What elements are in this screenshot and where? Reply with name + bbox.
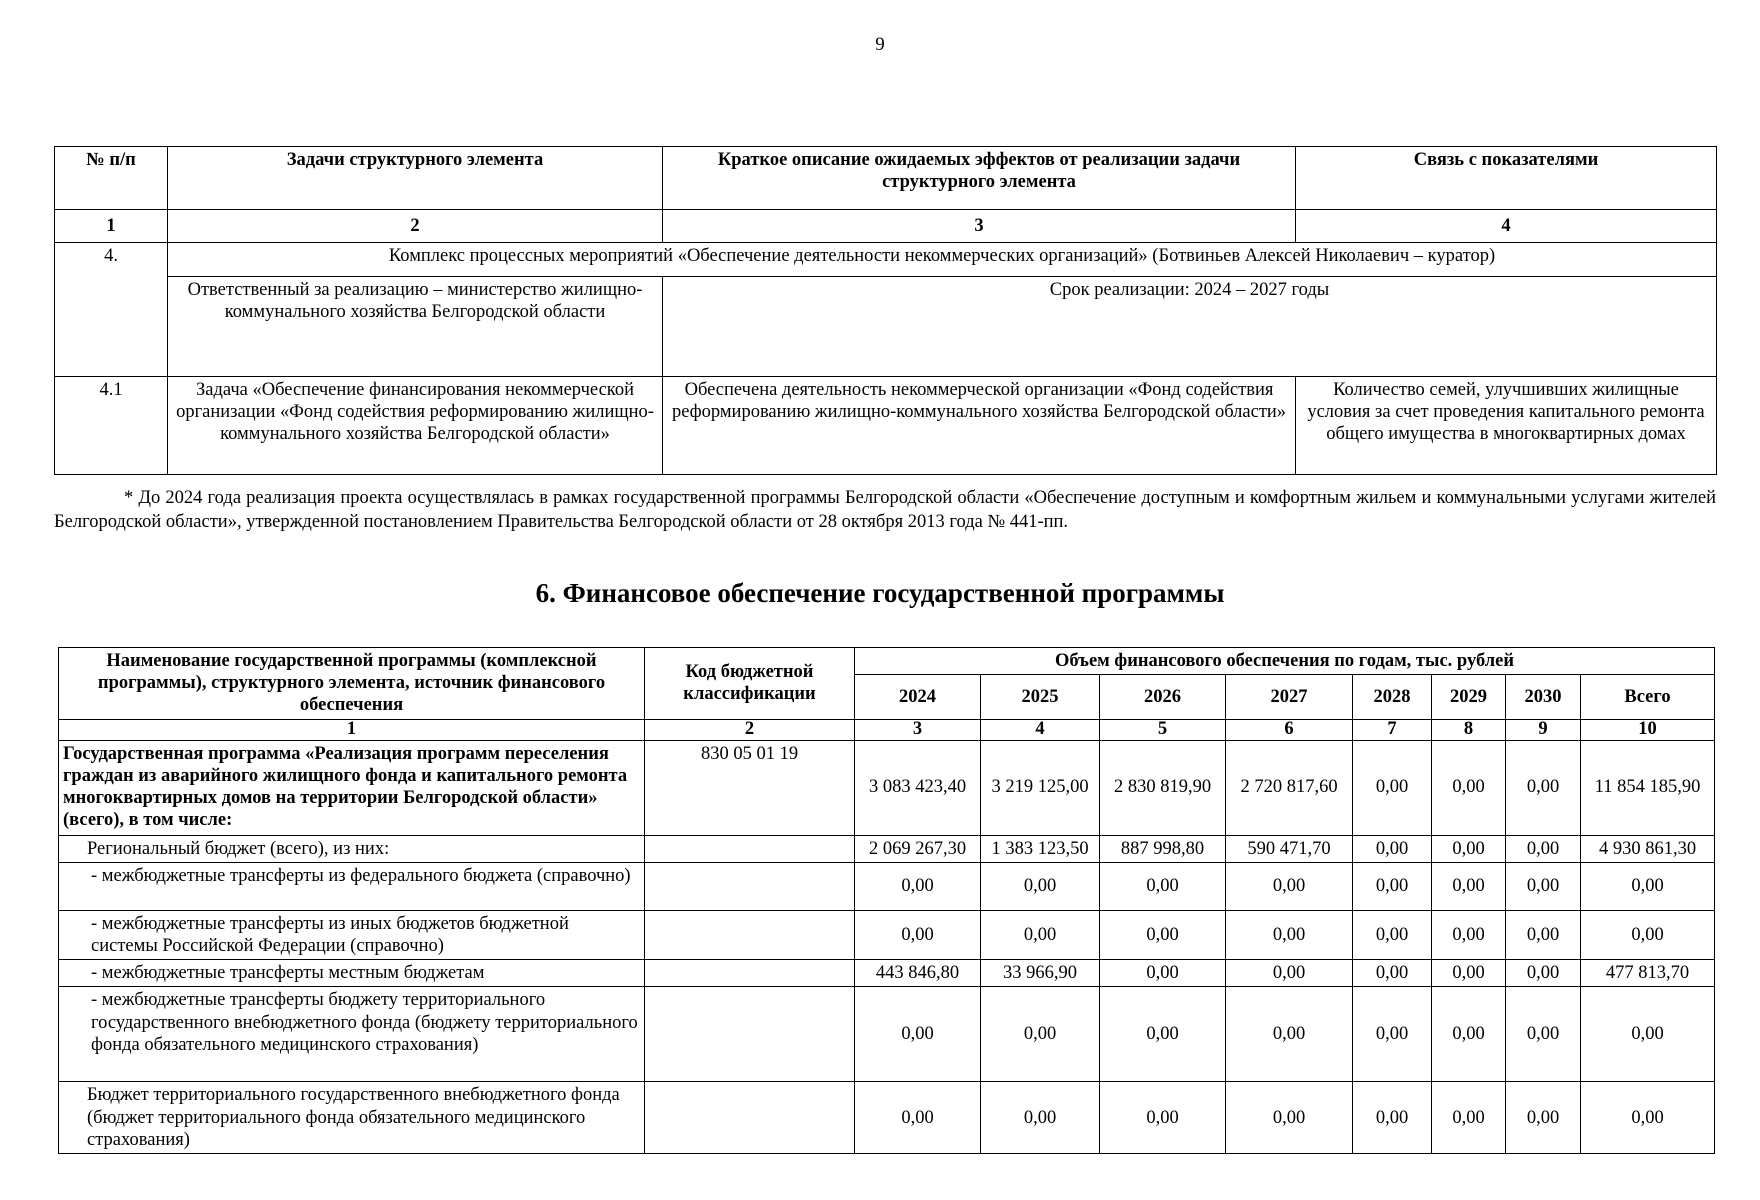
year-value: 0,00: [855, 862, 981, 910]
row-4-details: [55, 277, 1717, 377]
col-number: 2: [168, 210, 663, 243]
year-value: 3 219 125,00: [981, 740, 1100, 835]
col-number: 4: [1296, 210, 1717, 243]
indicator-cell: Количество семей, улучшивших жилищные условия за счет проведения капитального ремонта общего имущества в многоквартирных домах: [1296, 377, 1717, 475]
year-value: 0,00: [1226, 910, 1353, 959]
total-value: 4 930 861,30: [1581, 835, 1715, 862]
year-value: 0,00: [1506, 862, 1581, 910]
effect-cell: Обеспечена деятельность некоммерческой организации «Фонд содействия реформированию жилищно-коммунального хозяйства Белгородской области»: [663, 377, 1296, 475]
total-value: 0,00: [1581, 987, 1715, 1082]
year-value: 0,00: [1506, 910, 1581, 959]
budget-code: [645, 987, 855, 1082]
year-value: 0,00: [1432, 740, 1506, 835]
col-number: 2: [645, 719, 855, 740]
year-value: 0,00: [1432, 862, 1506, 910]
year-header: 2026: [1100, 675, 1226, 719]
row-label: - межбюджетные трансферты бюджету территориального государственного внебюджетного фонда (бюджету территориального фонда обязательного медицинского страхования): [59, 987, 645, 1082]
row-label: - межбюджетные трансферты местным бюджетам: [59, 960, 645, 987]
total-value: 477 813,70: [1581, 960, 1715, 987]
table-row: [59, 862, 1715, 910]
col-number: 4: [981, 719, 1100, 740]
row-label: Бюджет территориального государственного внебюджетного фонда (бюджет территориального фонда обязательного медицинского страхования): [59, 1082, 645, 1154]
year-header: 2028: [1353, 675, 1432, 719]
task-cell: Задача «Обеспечение финансирования некоммерческой организации «Фонд содействия реформированию жилищно-коммунального хозяйства Белгородской области»: [168, 377, 663, 475]
table-row: [59, 910, 1715, 959]
header-cell: Связь с показателями: [1296, 147, 1717, 210]
year-value: 0,00: [981, 862, 1100, 910]
col-number: 3: [663, 210, 1296, 243]
finance-table: [58, 647, 1715, 1154]
year-value: 0,00: [1100, 910, 1226, 959]
year-header: 2030: [1506, 675, 1581, 719]
year-value: 0,00: [1353, 862, 1432, 910]
year-value: 590 471,70: [1226, 835, 1353, 862]
tasks-header-row: [55, 147, 1717, 210]
year-value: 0,00: [981, 1082, 1100, 1154]
year-header: 2024: [855, 675, 981, 719]
year-value: 0,00: [1100, 987, 1226, 1082]
total-value: 0,00: [1581, 862, 1715, 910]
budget-code: [645, 835, 855, 862]
year-value: 0,00: [1432, 960, 1506, 987]
col-number: 1: [55, 210, 168, 243]
table-row: [59, 960, 1715, 987]
header-cell: Задачи структурного элемента: [168, 147, 663, 210]
year-value: 0,00: [1226, 862, 1353, 910]
year-header: 2027: [1226, 675, 1353, 719]
year-value: 0,00: [981, 987, 1100, 1082]
budget-code: [645, 862, 855, 910]
year-value: 1 383 123,50: [981, 835, 1100, 862]
year-value: 0,00: [855, 987, 981, 1082]
year-value: 0,00: [1506, 960, 1581, 987]
year-value: 0,00: [1353, 1082, 1432, 1154]
year-value: 0,00: [855, 910, 981, 959]
budget-code: [645, 960, 855, 987]
year-header: 2029: [1432, 675, 1506, 719]
col-number: 10: [1581, 719, 1715, 740]
header-code: Код бюджетной классификации: [645, 648, 855, 720]
year-value: 2 069 267,30: [855, 835, 981, 862]
tasks-table: [54, 146, 1717, 475]
tasks-colnum-row: [55, 210, 1717, 243]
total-value: 0,00: [1581, 1082, 1715, 1154]
row-label: Государственная программа «Реализация программ переселения граждан из аварийного жилищного фонда и капитального ремонта многоквартирных домов на территории Белгородской области» (всего), в том числе:: [59, 740, 645, 835]
header-volume: Объем финансового обеспечения по годам, тыс. рублей: [855, 648, 1715, 675]
year-value: 0,00: [1506, 1082, 1581, 1154]
row-4-1: [55, 377, 1717, 475]
year-value: 2 720 817,60: [1226, 740, 1353, 835]
col-number: 6: [1226, 719, 1353, 740]
year-value: 0,00: [1100, 862, 1226, 910]
year-value: 0,00: [1226, 987, 1353, 1082]
total-value: 11 854 185,90: [1581, 740, 1715, 835]
row-number: 4.1: [55, 377, 168, 475]
year-value: 887 998,80: [1100, 835, 1226, 862]
year-value: 0,00: [1353, 960, 1432, 987]
year-value: 0,00: [1353, 835, 1432, 862]
header-cell: Краткое описание ожидаемых эффектов от реализации задачи структурного элемента: [663, 147, 1296, 210]
year-value: 443 846,80: [855, 960, 981, 987]
header-cell: № п/п: [55, 147, 168, 210]
year-value: 0,00: [1506, 987, 1581, 1082]
row-label: - межбюджетные трансферты из федерального бюджета (справочно): [59, 862, 645, 910]
year-value: 0,00: [1506, 835, 1581, 862]
year-value: 0,00: [1432, 835, 1506, 862]
finance-header-row: [59, 648, 1715, 675]
col-number: 5: [1100, 719, 1226, 740]
year-value: 3 083 423,40: [855, 740, 981, 835]
year-value: 0,00: [1506, 740, 1581, 835]
year-value: 0,00: [1226, 960, 1353, 987]
page-number: 9: [875, 34, 885, 55]
year-value: 0,00: [1353, 740, 1432, 835]
budget-code: 830 05 01 19: [645, 740, 855, 835]
complex-title: Комплекс процессных мероприятий «Обеспечение деятельности некоммерческих организаций» (Ботвиньев Алексей Николаевич – куратор): [168, 243, 1717, 277]
year-value: 33 966,90: [981, 960, 1100, 987]
year-value: 0,00: [1100, 1082, 1226, 1154]
total-value: 0,00: [1581, 910, 1715, 959]
table-row: [59, 740, 1715, 835]
col-number: 7: [1353, 719, 1432, 740]
year-value: 0,00: [1432, 1082, 1506, 1154]
col-number: 8: [1432, 719, 1506, 740]
finance-colnum-row: [59, 719, 1715, 740]
section-title: 6. Финансовое обеспечение государственной программы: [535, 578, 1225, 608]
year-header: 2025: [981, 675, 1100, 719]
total-header: Всего: [1581, 675, 1715, 719]
row-number: 4.: [55, 243, 168, 377]
row-4-complex: [55, 243, 1717, 277]
year-value: 0,00: [1100, 960, 1226, 987]
table-row: [59, 987, 1715, 1082]
responsible-cell: Ответственный за реализацию – министерство жилищно-коммунального хозяйства Белгородской области: [168, 277, 663, 377]
header-name: Наименование государственной программы (комплексной программы), структурного элемента, источник финансового обеспечения: [59, 648, 645, 720]
col-number: 1: [59, 719, 645, 740]
year-value: 0,00: [981, 910, 1100, 959]
row-label: Региональный бюджет (всего), из них:: [59, 835, 645, 862]
budget-code: [645, 910, 855, 959]
col-number: 3: [855, 719, 981, 740]
row-label: - межбюджетные трансферты из иных бюджетов бюджетной системы Российской Федерации (справочно): [59, 910, 645, 959]
year-value: 0,00: [855, 1082, 981, 1154]
budget-code: [645, 1082, 855, 1154]
table-row: [59, 1082, 1715, 1154]
year-value: 0,00: [1226, 1082, 1353, 1154]
table-row: [59, 835, 1715, 862]
year-value: 0,00: [1432, 987, 1506, 1082]
year-value: 2 830 819,90: [1100, 740, 1226, 835]
year-value: 0,00: [1353, 910, 1432, 959]
col-number: 9: [1506, 719, 1581, 740]
footnote: * До 2024 года реализация проекта осуществлялась в рамках государственной программы Белгородской области «Обеспечение доступным и комфортным жильем и коммунальными услугами жителей Белгородской области», утвержденной постановлением Правительства Белгородской области от 28 октября 2013 года № 441-пп.: [54, 488, 1716, 532]
year-value: 0,00: [1353, 987, 1432, 1082]
period-cell: Срок реализации: 2024 – 2027 годы: [663, 277, 1717, 377]
year-value: 0,00: [1432, 910, 1506, 959]
